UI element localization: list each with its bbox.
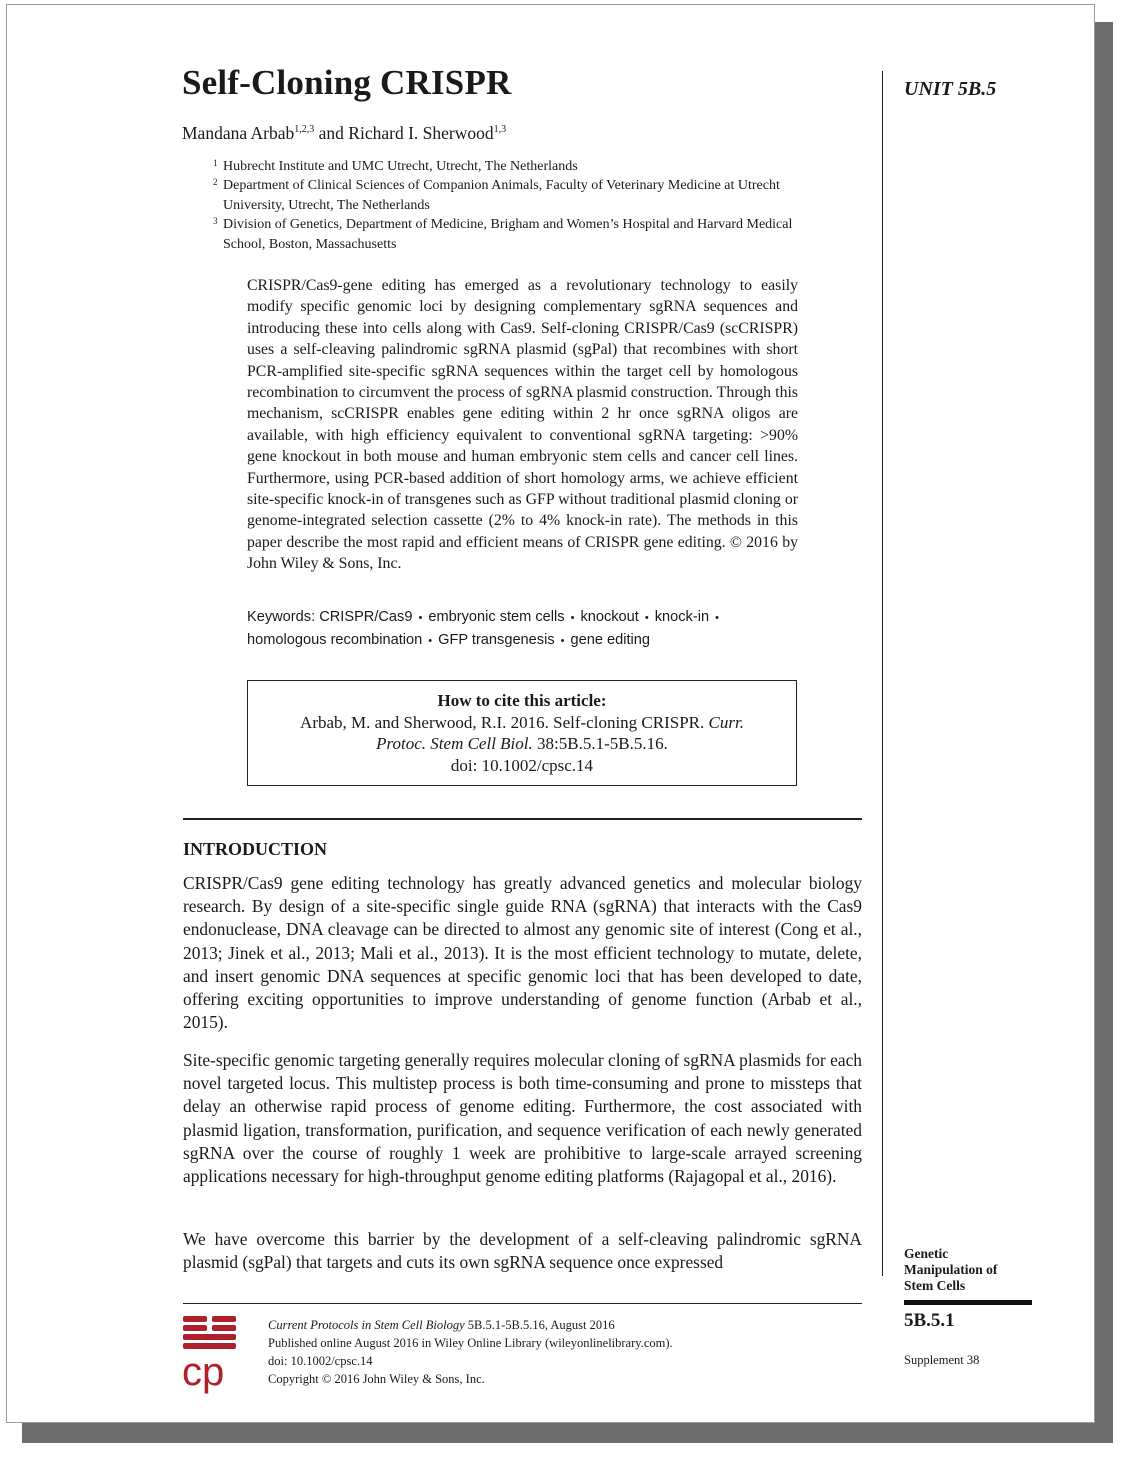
margin-rule: [882, 71, 883, 1276]
footer-pages-date: 5B.5.1-5B.5.16, August 2016: [464, 1318, 615, 1332]
keyword-separator: •: [418, 612, 423, 624]
sidebar-section-line: Stem Cells: [904, 1278, 966, 1293]
keyword-separator: •: [428, 634, 433, 647]
affiliation-text: Department of Clinical Sciences of Companion Animals, Faculty of Veterinary Medicine at Utrecht University, Utrecht, The Netherlands: [223, 178, 780, 213]
sidebar-section-line: Genetic: [904, 1246, 949, 1261]
affiliation-number: 3: [213, 216, 218, 227]
cp-logo-icon: [181, 1315, 241, 1395]
footer-journal: Current Protocols in Stem Cell Biology: [268, 1318, 465, 1332]
keyword: gene editing: [570, 631, 651, 648]
abstract: CRISPR/Cas9-gene editing has emerged as a revolutionary technology to easily modify specific genomic loci by designing complementary sgRNA sequences and introducing these into cells along with Cas9. Self-cloning CRISPR/Cas9 (scCRISPR) uses a self-cleaving palindromic sgRNA plasmid (sgPal) that recombines with short PCR-amplified site-specific sgRNA sequences within the target cell by homologous recombination to circumvent the process of sgRNA plasmid construction. Through this mechanism, scCRISPR enables gene editing within 2 hr once sgRNA oligos are available, with high efficiency equivalent to conventional sgRNA targeting: >90% gene knockout in both mouse and human embryonic stem cells and cancer cell lines. Furthermore, using PCR-based addition of short homology arms, we achieve efficient site-specific knock-in of transgenes such as GFP without traditional plasmid cloning or genome-integrated selection cassette (2% to 4% knock-in rate). The methods in this paper describe the most rapid and efficient means of CRISPR gene editing. © 2016 by John Wiley & Sons, Inc.: [247, 277, 798, 573]
keyword: knock-in: [654, 609, 710, 625]
article-title: Self-Cloning CRISPR: [182, 63, 512, 102]
document-page: [6, 4, 1095, 1423]
sidebar-section-line: Manipulation of: [904, 1262, 998, 1277]
author-connector: and: [314, 123, 349, 143]
affiliation-number: 2: [213, 177, 218, 188]
keywords: [247, 607, 807, 652]
citation-doi[interactable]: doi: 10.1002/cpsc.14: [450, 755, 594, 775]
citation-line: [248, 733, 796, 755]
body-paragraph: We have overcome this barrier by the development of a self-cleaving palindromic sgRNA plasmid (sgPal) that targets and cuts its own sgRNA sequence once expressed: [183, 1229, 862, 1273]
footer-copyright: Copyright © 2016 John Wiley & Sons, Inc.: [268, 1372, 485, 1386]
affiliation-text: Hubrecht Institute and UMC Utrecht, Utrecht, The Netherlands: [223, 159, 578, 174]
affiliation: [213, 176, 833, 215]
citation-line: [248, 712, 796, 734]
keyword: knockout: [580, 609, 639, 625]
keyword: CRISPR/Cas9: [319, 609, 413, 625]
affiliation: [213, 157, 833, 176]
author-name: Mandana Arbab: [182, 123, 295, 143]
keyword: embryonic stem cells: [428, 609, 565, 625]
author-name: Richard I. Sherwood: [348, 123, 494, 143]
citation-box: [247, 680, 797, 786]
keyword-separator: •: [715, 612, 719, 624]
keywords-label: Keywords:: [247, 609, 316, 625]
footer-rule: [183, 1303, 862, 1304]
keyword-separator: •: [570, 612, 575, 624]
citation-volume: 38:5B.5.1-5B.5.16.: [537, 734, 668, 753]
sidebar-bar: [904, 1300, 1032, 1305]
unit-label: UNIT 5B.5: [904, 78, 997, 100]
citation-journal: Protoc. Stem Cell Biol.: [376, 734, 533, 753]
page-number: 5B.5.1: [904, 1310, 955, 1331]
affiliation: [213, 215, 833, 254]
footer-published: Published online August 2016 in Wiley Online Library (wileyonlinelibrary.com).: [268, 1336, 673, 1350]
keyword-separator: •: [560, 634, 565, 647]
section-divider: [183, 818, 862, 820]
footer-journal-line: [268, 1316, 858, 1334]
footer-info: [268, 1316, 858, 1388]
keyword: homologous recombination: [247, 631, 423, 648]
citation-heading: How to cite this article:: [437, 691, 607, 710]
author-line: [182, 123, 506, 144]
citation-authors-title: Arbab, M. and Sherwood, R.I. 2016. Self-cloning CRISPR.: [300, 712, 705, 732]
body-paragraph: Site-specific genomic targeting generally requires molecular cloning of sgRNA plasmids for each novel targeted locus. This multistep process is both time-consuming and prone to missteps that delay an otherwise rapid process of genome editing. Furthermore, the cost associated with plasmid ligation, transformation, purification, and sequence verification of each newly generated sgRNA over the course of roughly 1 week are prohibitive to large-scale arrayed screening applications necessary for high-throughput genome editing platforms (Rajagopal et al., 2016).: [183, 1050, 862, 1187]
citation-journal: Curr.: [708, 712, 744, 732]
keyword-separator: •: [644, 612, 649, 624]
affiliations: [213, 157, 833, 254]
section-heading: INTRODUCTION: [183, 839, 328, 859]
body-paragraph: CRISPR/Cas9 gene editing technology has greatly advanced genetics and molecular biology research. By design of a site-specific single guide RNA (sgRNA) that interacts with the Cas9 endonuclease, DNA cleavage can be directed to almost any genomic site of interest (Cong et al., 2013; Jinek et al., 2013; Mali et al., 2013). It is the most efficient technology to mutate, delete, and insert genomic DNA sequences at specific genomic loci that has been developed to date, offering exciting opportunities to improve understanding of genome function (Arbab et al., 2015).: [183, 873, 862, 1033]
sidebar-section-title: [904, 1246, 1029, 1294]
author-affiliation-mark: 1,3: [493, 124, 507, 136]
affiliation-text: Division of Genetics, Department of Medicine, Brigham and Women’s Hospital and Harvard Medical School, Boston, Massachusetts: [223, 217, 793, 252]
author-affiliation-mark: 1,2,3: [294, 124, 315, 136]
affiliation-number: 1: [213, 158, 218, 168]
logo-text: cp: [182, 1350, 225, 1394]
keyword: GFP transgenesis: [438, 631, 555, 648]
supplement-label: Supplement 38: [904, 1353, 980, 1367]
footer-doi[interactable]: doi: 10.1002/cpsc.14: [268, 1354, 373, 1368]
